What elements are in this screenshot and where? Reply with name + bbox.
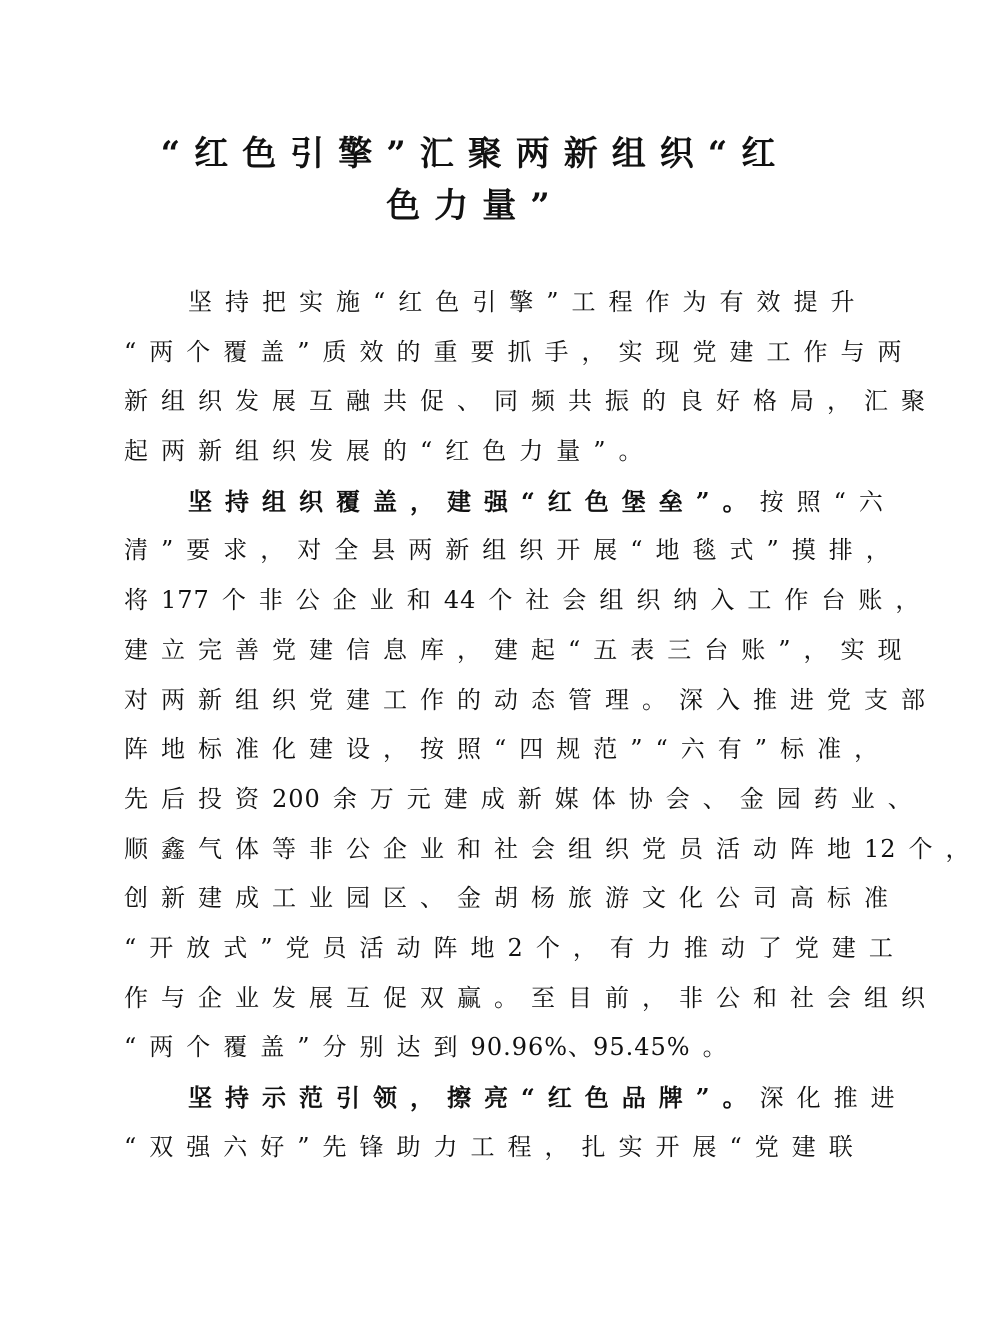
text-line: 建立完善党建信息库，建起“五表三台账”，实现: [124, 635, 915, 664]
text-run: 按照“六: [759, 487, 896, 516]
document-body: [124, 278, 983, 1172]
text-line: “两个覆盖”质效的重要抓手，实现党建工作与两: [124, 337, 915, 366]
section-heading: 坚持组织覆盖，建强“红色堡垒”。: [188, 486, 760, 516]
text-run: 深化推进: [759, 1084, 908, 1112]
text-run: 先后投资: [124, 784, 272, 813]
number-run: 200: [272, 784, 321, 813]
text-run: “两个覆盖”分别达到: [124, 1033, 471, 1062]
number-run: 90.96%、95.45%: [470, 1033, 691, 1062]
text-run: 个社会组织纳入工作台账，: [488, 586, 933, 615]
text-line: 清”要求，对全县两新组织开展“地毯式”摸排，: [124, 536, 903, 565]
paragraph-intro: [124, 278, 938, 477]
text-line: 阵地标准化建设，按照“四规范”“六有”标准，: [124, 735, 892, 764]
text-line: 创新建成工业园区、金胡杨旅游文化公司高标准: [124, 884, 901, 913]
text-line: 新组织发展互融共促、同频共振的良好格局，汇聚: [124, 387, 938, 416]
document-title: [150, 128, 800, 232]
text-run: “开放式”党员活动阵地: [124, 933, 508, 962]
text-line: 起两新组织发展的“红色力量”。: [124, 437, 656, 466]
title-line-1: “红色引擎”汇聚两新组织“红: [160, 134, 790, 174]
text-line: “双强六好”先锋助力工程，扎实开展“党建联: [124, 1132, 866, 1161]
text-line: [124, 576, 933, 626]
text-line: [124, 825, 983, 875]
text-run: 将: [124, 586, 161, 615]
number-run: 2: [507, 933, 524, 962]
text-run: 。: [702, 1033, 740, 1062]
text-line: [124, 775, 925, 825]
text-run: 余万元建成新媒体协会、金园药业、: [332, 784, 925, 813]
text-run: 个，: [908, 834, 983, 863]
paragraph-organization-coverage: [124, 477, 983, 1073]
text-line: [124, 1073, 908, 1123]
text-line: 作与企业发展互促双赢。至目前，非公和社会组织: [124, 983, 938, 1012]
text-line: [124, 1023, 844, 1073]
number-run: 12: [864, 834, 897, 863]
text-run: 个非公企业和: [221, 586, 444, 615]
title-line-2: 色力量”: [386, 186, 564, 226]
text-run: 顺鑫气体等非公企业和社会组织党员活动阵地: [124, 834, 864, 863]
text-line: [124, 477, 896, 527]
text-line: 对两新组织党建工作的动态管理。深入推进党支部: [124, 685, 938, 714]
number-run: 44: [443, 586, 477, 615]
paragraph-model-leadership: [124, 1073, 908, 1172]
section-heading: 坚持示范引领，擦亮“红色品牌”。: [188, 1083, 760, 1112]
text-line: 坚持把实施“红色引擎”工程作为有效提升: [188, 288, 868, 316]
text-line: [124, 924, 906, 974]
number-run: 177: [161, 586, 210, 615]
text-run: 个，有力推动了党建工: [535, 933, 906, 962]
